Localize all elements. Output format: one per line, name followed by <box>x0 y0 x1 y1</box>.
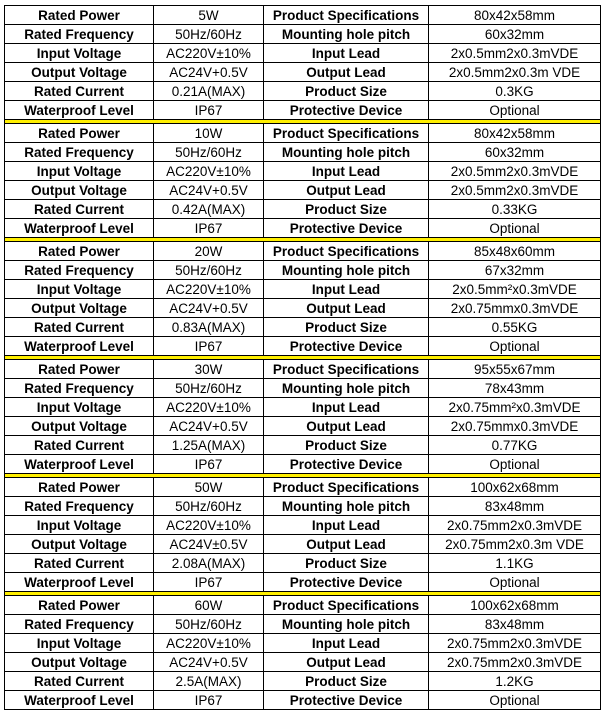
table-row <box>5 417 601 436</box>
rated-current-value: 1.25A(MAX) <box>154 436 264 455</box>
rated-frequency-label: Rated Frequency <box>5 497 154 516</box>
rated-current-label: Rated Current <box>5 672 154 691</box>
protective-device-label: Protective Device <box>264 337 429 356</box>
output-voltage-label: Output Voltage <box>5 535 154 554</box>
waterproof-level-label: Waterproof Level <box>5 455 154 474</box>
mounting-hole-pitch-value: 60x32mm <box>429 25 601 44</box>
rated-power-label: Rated Power <box>5 242 154 261</box>
mounting-hole-pitch-value: 83x48mm <box>429 497 601 516</box>
product-size-value: 0.33KG <box>429 200 601 219</box>
table-row <box>5 280 601 299</box>
product-specifications-label: Product Specifications <box>264 124 429 143</box>
product-size-label: Product Size <box>264 200 429 219</box>
rated-frequency-value: 50Hz/60Hz <box>154 261 264 280</box>
input-lead-value: 2x0.5mm²x0.3mVDE <box>429 280 601 299</box>
waterproof-level-value: IP67 <box>154 573 264 592</box>
mounting-hole-pitch-value: 83x48mm <box>429 615 601 634</box>
spec-table <box>4 5 601 710</box>
output-lead-label: Output Lead <box>264 299 429 318</box>
output-lead-label: Output Lead <box>264 653 429 672</box>
product-size-label: Product Size <box>264 318 429 337</box>
table-row <box>5 535 601 554</box>
table-row <box>5 318 601 337</box>
rated-power-value: 5W <box>154 6 264 25</box>
table-row <box>5 516 601 535</box>
table-row <box>5 554 601 573</box>
waterproof-level-label: Waterproof Level <box>5 691 154 710</box>
rated-current-value: 0.42A(MAX) <box>154 200 264 219</box>
mounting-hole-pitch-label: Mounting hole pitch <box>264 497 429 516</box>
table-row <box>5 143 601 162</box>
mounting-hole-pitch-label: Mounting hole pitch <box>264 25 429 44</box>
rated-power-value: 10W <box>154 124 264 143</box>
rated-frequency-label: Rated Frequency <box>5 25 154 44</box>
rated-frequency-label: Rated Frequency <box>5 261 154 280</box>
table-row <box>5 101 601 120</box>
spec-table-body <box>5 6 601 710</box>
output-lead-label: Output Lead <box>264 417 429 436</box>
table-row <box>5 44 601 63</box>
input-lead-value: 2x0.75mm2x0.3mVDE <box>429 516 601 535</box>
mounting-hole-pitch-value: 67x32mm <box>429 261 601 280</box>
table-row <box>5 436 601 455</box>
rated-frequency-label: Rated Frequency <box>5 379 154 398</box>
input-lead-value: 2x0.5mm2x0.3mVDE <box>429 162 601 181</box>
table-row <box>5 478 601 497</box>
rated-power-label: Rated Power <box>5 6 154 25</box>
input-lead-label: Input Lead <box>264 280 429 299</box>
waterproof-level-label: Waterproof Level <box>5 101 154 120</box>
rated-power-value: 20W <box>154 242 264 261</box>
output-lead-label: Output Lead <box>264 63 429 82</box>
waterproof-level-value: IP67 <box>154 101 264 120</box>
waterproof-level-value: IP67 <box>154 337 264 356</box>
product-size-value: 0.55KG <box>429 318 601 337</box>
table-row <box>5 219 601 238</box>
input-voltage-value: AC220V±10% <box>154 280 264 299</box>
table-row <box>5 634 601 653</box>
rated-current-value: 2.5A(MAX) <box>154 672 264 691</box>
rated-current-value: 0.21A(MAX) <box>154 82 264 101</box>
mounting-hole-pitch-label: Mounting hole pitch <box>264 261 429 280</box>
table-row <box>5 6 601 25</box>
protective-device-value: Optional <box>429 691 601 710</box>
output-lead-label: Output Lead <box>264 535 429 554</box>
waterproof-level-label: Waterproof Level <box>5 219 154 238</box>
input-voltage-label: Input Voltage <box>5 634 154 653</box>
rated-current-label: Rated Current <box>5 554 154 573</box>
rated-power-label: Rated Power <box>5 478 154 497</box>
protective-device-label: Protective Device <box>264 573 429 592</box>
protective-device-label: Protective Device <box>264 455 429 474</box>
rated-power-label: Rated Power <box>5 360 154 379</box>
table-row <box>5 653 601 672</box>
table-row <box>5 573 601 592</box>
product-size-value: 0.77KG <box>429 436 601 455</box>
product-specifications-value: 95x55x67mm <box>429 360 601 379</box>
input-voltage-value: AC220V±10% <box>154 516 264 535</box>
input-lead-label: Input Lead <box>264 398 429 417</box>
table-row <box>5 181 601 200</box>
rated-current-label: Rated Current <box>5 436 154 455</box>
product-size-label: Product Size <box>264 436 429 455</box>
rated-current-value: 0.83A(MAX) <box>154 318 264 337</box>
output-voltage-value: AC24V±0.5V <box>154 535 264 554</box>
input-lead-value: 2x0.75mm²x0.3mVDE <box>429 398 601 417</box>
rated-power-value: 50W <box>154 478 264 497</box>
output-voltage-value: AC24V+0.5V <box>154 181 264 200</box>
output-voltage-label: Output Voltage <box>5 653 154 672</box>
output-voltage-value: AC24V+0.5V <box>154 299 264 318</box>
input-lead-label: Input Lead <box>264 634 429 653</box>
mounting-hole-pitch-label: Mounting hole pitch <box>264 143 429 162</box>
table-row <box>5 398 601 417</box>
product-size-label: Product Size <box>264 82 429 101</box>
waterproof-level-value: IP67 <box>154 455 264 474</box>
product-size-value: 1.2KG <box>429 672 601 691</box>
input-lead-label: Input Lead <box>264 516 429 535</box>
output-voltage-label: Output Voltage <box>5 299 154 318</box>
input-voltage-value: AC220V±10% <box>154 634 264 653</box>
rated-current-label: Rated Current <box>5 82 154 101</box>
rated-frequency-value: 50Hz/60Hz <box>154 379 264 398</box>
rated-frequency-value: 50Hz/60Hz <box>154 25 264 44</box>
table-row <box>5 299 601 318</box>
product-size-label: Product Size <box>264 672 429 691</box>
mounting-hole-pitch-label: Mounting hole pitch <box>264 379 429 398</box>
rated-power-value: 60W <box>154 596 264 615</box>
rated-current-label: Rated Current <box>5 200 154 219</box>
table-row <box>5 379 601 398</box>
table-row <box>5 337 601 356</box>
input-voltage-label: Input Voltage <box>5 516 154 535</box>
waterproof-level-label: Waterproof Level <box>5 337 154 356</box>
rated-power-label: Rated Power <box>5 596 154 615</box>
waterproof-level-label: Waterproof Level <box>5 573 154 592</box>
output-voltage-value: AC24V+0.5V <box>154 653 264 672</box>
table-row <box>5 497 601 516</box>
table-row <box>5 672 601 691</box>
mounting-hole-pitch-value: 60x32mm <box>429 143 601 162</box>
protective-device-label: Protective Device <box>264 219 429 238</box>
output-voltage-label: Output Voltage <box>5 181 154 200</box>
product-specifications-value: 85x48x60mm <box>429 242 601 261</box>
protective-device-value: Optional <box>429 337 601 356</box>
output-lead-value: 2x0.75mmx0.3mVDE <box>429 417 601 436</box>
input-voltage-value: AC220V±10% <box>154 162 264 181</box>
product-specifications-value: 100x62x68mm <box>429 596 601 615</box>
rated-frequency-value: 50Hz/60Hz <box>154 615 264 634</box>
input-voltage-value: AC220V±10% <box>154 44 264 63</box>
output-lead-value: 2x0.5mm2x0.3m VDE <box>429 63 601 82</box>
product-specifications-label: Product Specifications <box>264 6 429 25</box>
rated-current-label: Rated Current <box>5 318 154 337</box>
protective-device-value: Optional <box>429 573 601 592</box>
product-specifications-label: Product Specifications <box>264 360 429 379</box>
protective-device-label: Protective Device <box>264 691 429 710</box>
input-voltage-label: Input Voltage <box>5 162 154 181</box>
output-voltage-value: AC24V+0.5V <box>154 417 264 436</box>
product-specifications-value: 80x42x58mm <box>429 124 601 143</box>
rated-frequency-value: 50Hz/60Hz <box>154 143 264 162</box>
input-lead-label: Input Lead <box>264 44 429 63</box>
output-lead-label: Output Lead <box>264 181 429 200</box>
input-voltage-label: Input Voltage <box>5 280 154 299</box>
waterproof-level-value: IP67 <box>154 219 264 238</box>
input-lead-value: 2x0.5mm2x0.3mVDE <box>429 44 601 63</box>
table-row <box>5 82 601 101</box>
table-row <box>5 261 601 280</box>
protective-device-label: Protective Device <box>264 101 429 120</box>
table-row <box>5 242 601 261</box>
product-size-value: 1.1KG <box>429 554 601 573</box>
product-specifications-label: Product Specifications <box>264 478 429 497</box>
product-specifications-value: 100x62x68mm <box>429 478 601 497</box>
product-size-label: Product Size <box>264 554 429 573</box>
mounting-hole-pitch-value: 78x43mm <box>429 379 601 398</box>
product-specifications-label: Product Specifications <box>264 242 429 261</box>
rated-power-value: 30W <box>154 360 264 379</box>
table-row <box>5 596 601 615</box>
protective-device-value: Optional <box>429 219 601 238</box>
table-row <box>5 63 601 82</box>
output-lead-value: 2x0.75mm2x0.3m VDE <box>429 535 601 554</box>
input-voltage-value: AC220V±10% <box>154 398 264 417</box>
input-lead-value: 2x0.75mm2x0.3mVDE <box>429 634 601 653</box>
product-specifications-label: Product Specifications <box>264 596 429 615</box>
rated-current-value: 2.08A(MAX) <box>154 554 264 573</box>
rated-frequency-value: 50Hz/60Hz <box>154 497 264 516</box>
protective-device-value: Optional <box>429 101 601 120</box>
table-row <box>5 200 601 219</box>
waterproof-level-value: IP67 <box>154 691 264 710</box>
table-row <box>5 691 601 710</box>
table-row <box>5 615 601 634</box>
input-voltage-label: Input Voltage <box>5 398 154 417</box>
table-row <box>5 124 601 143</box>
table-row <box>5 455 601 474</box>
table-row <box>5 360 601 379</box>
rated-power-label: Rated Power <box>5 124 154 143</box>
table-row <box>5 162 601 181</box>
product-specifications-value: 80x42x58mm <box>429 6 601 25</box>
product-size-value: 0.3KG <box>429 82 601 101</box>
output-lead-value: 2x0.5mm2x0.3mVDE <box>429 181 601 200</box>
output-voltage-label: Output Voltage <box>5 417 154 436</box>
mounting-hole-pitch-label: Mounting hole pitch <box>264 615 429 634</box>
input-voltage-label: Input Voltage <box>5 44 154 63</box>
input-lead-label: Input Lead <box>264 162 429 181</box>
rated-frequency-label: Rated Frequency <box>5 143 154 162</box>
output-lead-value: 2x0.75mmx0.3mVDE <box>429 299 601 318</box>
table-row <box>5 25 601 44</box>
rated-frequency-label: Rated Frequency <box>5 615 154 634</box>
output-voltage-value: AC24V+0.5V <box>154 63 264 82</box>
output-lead-value: 2x0.75mm2x0.3mVDE <box>429 653 601 672</box>
output-voltage-label: Output Voltage <box>5 63 154 82</box>
protective-device-value: Optional <box>429 455 601 474</box>
